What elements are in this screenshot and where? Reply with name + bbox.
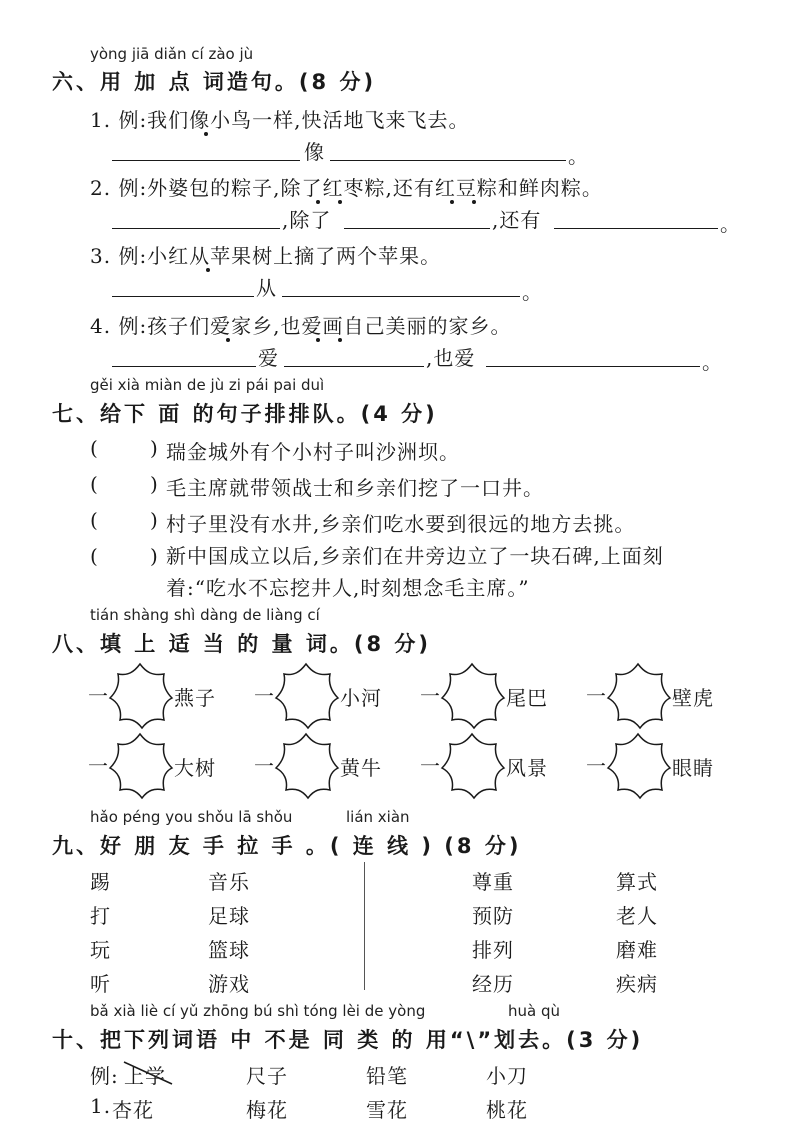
s6-q4-blank-1[interactable] xyxy=(112,366,256,367)
answer-paren-open: ( xyxy=(90,472,98,496)
noun-item[interactable]: 疾病 xyxy=(616,972,658,996)
star-answer-box[interactable] xyxy=(272,660,342,732)
s6-q2-blank-3[interactable] xyxy=(554,228,718,229)
question-label: 1. xyxy=(90,1094,112,1118)
measure-word-noun: 黄牛 xyxy=(340,756,382,780)
measure-word-noun: 燕子 xyxy=(174,686,216,710)
order-answer-box[interactable] xyxy=(104,506,148,532)
s6-q3-blank-1[interactable] xyxy=(112,296,254,297)
word-item[interactable]: 桃花 xyxy=(486,1098,528,1122)
s9-pinyin: hǎo péng you shǒu lā shǒu xyxy=(90,808,293,826)
noun-item[interactable]: 音乐 xyxy=(208,870,250,894)
answer-paren-open: ( xyxy=(90,436,98,460)
s6-q2-connector-2: ,还有 xyxy=(492,208,542,232)
word-item[interactable]: 梅花 xyxy=(246,1098,288,1122)
emphasis-dot xyxy=(226,338,230,342)
word-item[interactable]: 杏花 xyxy=(112,1098,154,1122)
s6-heading: 六、用 加 点 词造句。(8 分) xyxy=(52,70,377,94)
s6-q4-blank-2[interactable] xyxy=(284,366,424,367)
s6-q2-blank-2[interactable] xyxy=(344,228,490,229)
s6-q2-connector-1: ,除了 xyxy=(282,208,332,232)
word-item[interactable]: 小刀 xyxy=(486,1064,528,1088)
answer-paren-close: ) xyxy=(150,544,158,568)
s6-q3-example: 3. 例:小红从苹果树上摘了两个苹果。 xyxy=(90,244,442,268)
word-item[interactable]: 尺子 xyxy=(246,1064,288,1088)
word-item[interactable]: 上学 xyxy=(124,1064,166,1088)
word-item[interactable]: 铅笔 xyxy=(366,1064,408,1088)
prefix-yi: 一 xyxy=(88,684,109,708)
prefix-yi: 一 xyxy=(586,754,607,778)
s6-q3-connector: 从 xyxy=(256,276,277,300)
s8-heading: 八、填 上 适 当 的 量 词。(8 分) xyxy=(52,632,431,656)
measure-word-noun: 壁虎 xyxy=(672,686,714,710)
measure-word-noun: 风景 xyxy=(506,756,548,780)
answer-paren-close: ) xyxy=(150,472,158,496)
verb-item[interactable]: 排列 xyxy=(472,938,514,962)
answer-paren-close: ) xyxy=(150,508,158,532)
s7-item-text: 新中国成立以后,乡亲们在井旁边立了一块石碑,上面刻 xyxy=(166,544,664,568)
s10-heading: 十、把下列词语 中 不是 同 类 的 用“\”划去。(3 分) xyxy=(52,1028,644,1052)
star-answer-box[interactable] xyxy=(106,660,176,732)
emphasis-dot xyxy=(450,200,454,204)
noun-item[interactable]: 游戏 xyxy=(208,972,250,996)
s9-pinyin-2: lián xiàn xyxy=(346,808,410,826)
star-answer-box[interactable] xyxy=(604,730,674,802)
verb-item[interactable]: 尊重 xyxy=(472,870,514,894)
answer-paren-open: ( xyxy=(90,508,98,532)
strike-mark xyxy=(122,1058,174,1088)
s6-q2-end: 。 xyxy=(720,212,741,236)
answer-paren-open: ( xyxy=(90,544,98,568)
s9-heading: 九、好 朋 友 手 拉 手 。( 连 线 ) (8 分) xyxy=(52,834,522,858)
order-answer-box[interactable] xyxy=(104,434,148,460)
prefix-yi: 一 xyxy=(254,754,275,778)
measure-word-noun: 尾巴 xyxy=(506,686,548,710)
s6-q3-blank-2[interactable] xyxy=(282,296,520,297)
noun-item[interactable]: 老人 xyxy=(616,904,658,928)
star-answer-box[interactable] xyxy=(106,730,176,802)
emphasis-dot xyxy=(316,338,320,342)
prefix-yi: 一 xyxy=(254,684,275,708)
star-answer-box[interactable] xyxy=(604,660,674,732)
s6-q4-connector-2: ,也爱 xyxy=(426,346,476,370)
emphasis-dot xyxy=(204,132,208,136)
s6-q1-blank-2[interactable] xyxy=(330,160,566,161)
word-item[interactable]: 雪花 xyxy=(366,1098,408,1122)
measure-word-noun: 眼睛 xyxy=(672,756,714,780)
emphasis-dot xyxy=(338,200,342,204)
column-divider xyxy=(364,862,365,990)
order-answer-box[interactable] xyxy=(104,470,148,496)
s6-q1-end: 。 xyxy=(568,144,589,168)
star-answer-box[interactable] xyxy=(438,730,508,802)
verb-item[interactable]: 打 xyxy=(90,904,111,928)
noun-item[interactable]: 足球 xyxy=(208,904,250,928)
s6-q4-connector-1: 爱 xyxy=(258,346,279,370)
s10-pinyin: bǎ xià liè cí yǔ zhōng bú shì tóng lèi de yòng xyxy=(90,1002,426,1020)
s7-item-text-continued: 着:“吃水不忘挖井人,时刻想念毛主席。” xyxy=(166,576,530,600)
s6-q3-end: 。 xyxy=(522,280,543,304)
s6-q4-end: 。 xyxy=(702,350,723,374)
measure-word-noun: 大树 xyxy=(174,756,216,780)
prefix-yi: 一 xyxy=(420,684,441,708)
s6-q4-example: 4. 例:孩子们爱家乡,也爱画自己美丽的家乡。 xyxy=(90,314,512,338)
verb-item[interactable]: 经历 xyxy=(472,972,514,996)
prefix-yi: 一 xyxy=(88,754,109,778)
verb-item[interactable]: 玩 xyxy=(90,938,111,962)
noun-item[interactable]: 篮球 xyxy=(208,938,250,962)
prefix-yi: 一 xyxy=(420,754,441,778)
s7-heading: 七、给下 面 的句子排排队。(4 分) xyxy=(52,402,438,426)
order-answer-box[interactable] xyxy=(104,542,148,568)
s10-pinyin-2: huà qù xyxy=(508,1002,561,1020)
s6-q1-example: 1. 例:我们像小鸟一样,快活地飞来飞去。 xyxy=(90,108,470,132)
measure-word-noun: 小河 xyxy=(340,686,382,710)
s6-q4-blank-3[interactable] xyxy=(486,366,700,367)
s6-q2-blank-1[interactable] xyxy=(112,228,280,229)
s6-q2-example: 2. 例:外婆包的粽子,除了红枣粽,还有红豆粽和鲜肉粽。 xyxy=(90,176,603,200)
emphasis-dot xyxy=(472,200,476,204)
emphasis-dot xyxy=(338,338,342,342)
emphasis-dot xyxy=(206,268,210,272)
s6-q1-blank-1[interactable] xyxy=(112,160,300,161)
noun-item[interactable]: 磨难 xyxy=(616,938,658,962)
answer-paren-close: ) xyxy=(150,436,158,460)
s7-pinyin: gěi xià miàn de jù zi pái pai duì xyxy=(90,376,325,394)
noun-item[interactable]: 算式 xyxy=(616,870,658,894)
verb-item[interactable]: 预防 xyxy=(472,904,514,928)
prefix-yi: 一 xyxy=(586,684,607,708)
s6-q1-connector: 像 xyxy=(304,140,325,164)
s8-pinyin: tián shàng shì dàng de liàng cí xyxy=(90,606,320,624)
example-label: 例: xyxy=(90,1064,119,1088)
verb-item[interactable]: 听 xyxy=(90,972,111,996)
s7-item-text: 村子里没有水井,乡亲们吃水要到很远的地方去挑。 xyxy=(166,512,636,536)
s6-pinyin: yòng jiā diǎn cí zào jù xyxy=(90,45,254,63)
verb-item[interactable]: 踢 xyxy=(90,870,111,894)
star-answer-box[interactable] xyxy=(438,660,508,732)
s7-item-text: 瑞金城外有个小村子叫沙洲坝。 xyxy=(166,440,460,464)
s7-item-text: 毛主席就带领战士和乡亲们挖了一口井。 xyxy=(166,476,544,500)
star-answer-box[interactable] xyxy=(272,730,342,802)
